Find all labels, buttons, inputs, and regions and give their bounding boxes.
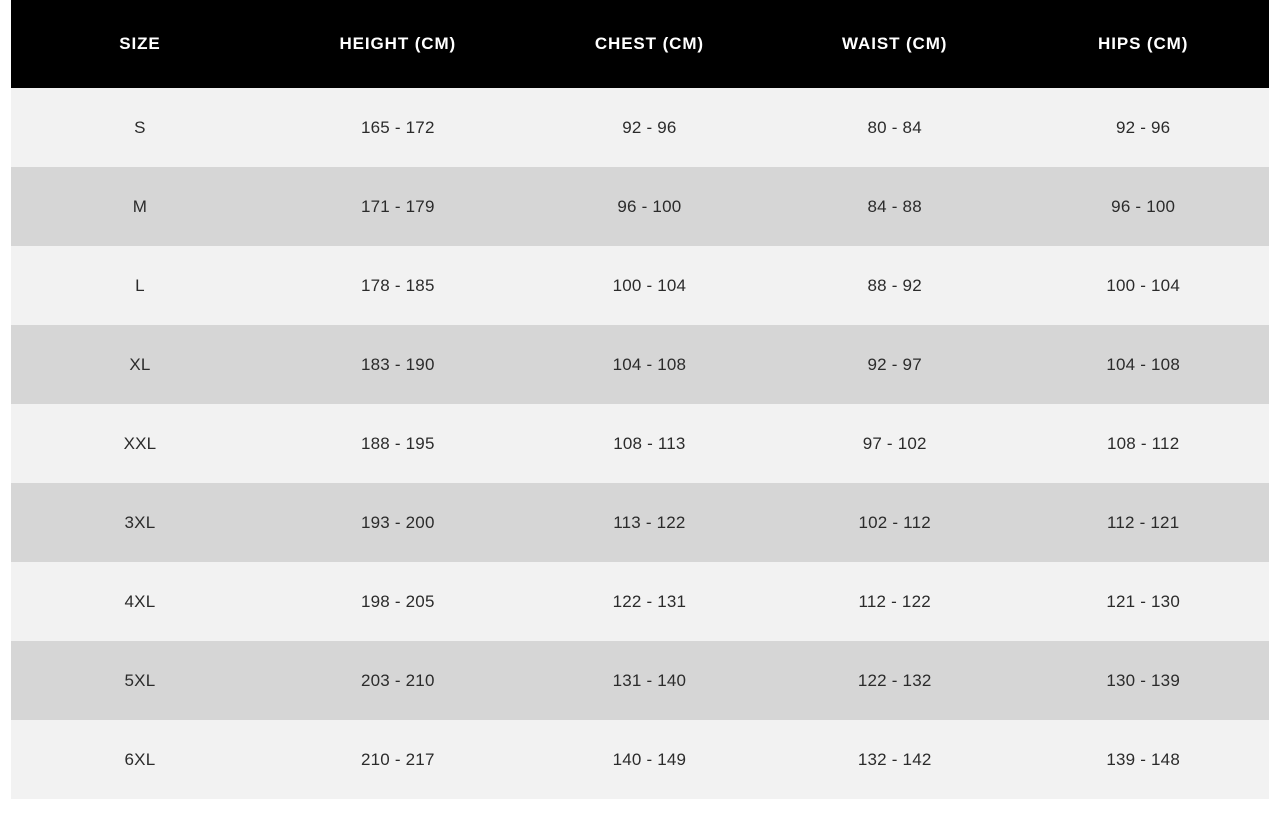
cell-waist: 80 - 84	[867, 117, 922, 137]
table-row	[11, 483, 1269, 562]
cell-height: 193 - 200	[360, 512, 435, 532]
cell-chest: 104 - 108	[612, 354, 687, 374]
cell-waist: 84 - 88	[867, 196, 922, 216]
cell-hips: 139 - 148	[1106, 749, 1180, 769]
cell-chest: 92 - 96	[622, 117, 677, 137]
table-header	[11, 0, 1269, 88]
column-header-hips: HIPS (CM)	[1098, 34, 1189, 53]
cell-height: 183 - 190	[360, 354, 435, 374]
column-header-waist: WAIST (CM)	[842, 34, 948, 53]
cell-chest: 140 - 149	[612, 749, 687, 769]
cell-hips: 92 - 96	[1116, 117, 1171, 137]
cell-chest: 122 - 131	[612, 591, 687, 611]
cell-size: 4XL	[124, 591, 156, 611]
column-header-size: SIZE	[119, 34, 161, 53]
cell-height: 178 - 185	[360, 275, 435, 295]
cell-size: 5XL	[124, 670, 156, 690]
cell-waist: 92 - 97	[867, 354, 922, 374]
cell-height: 203 - 210	[360, 670, 435, 690]
table-row	[11, 246, 1269, 325]
table-row	[11, 641, 1269, 720]
cell-size: S	[134, 117, 146, 137]
cell-chest: 108 - 113	[613, 433, 686, 453]
cell-hips: 130 - 139	[1106, 670, 1180, 690]
cell-waist: 97 - 102	[862, 433, 927, 453]
cell-waist: 102 - 112	[858, 512, 931, 532]
table-row	[11, 404, 1269, 483]
cell-size: XL	[129, 354, 151, 374]
cell-hips: 108 - 112	[1106, 433, 1180, 453]
cell-waist: 122 - 132	[857, 670, 932, 690]
cell-hips: 96 - 100	[1111, 196, 1176, 216]
cell-size: 6XL	[124, 749, 156, 769]
table-row	[11, 167, 1269, 246]
column-header-chest: CHEST (CM)	[594, 34, 704, 53]
cell-waist: 132 - 142	[857, 749, 932, 769]
cell-height: 171 - 179	[360, 196, 435, 216]
cell-size: M	[132, 196, 148, 216]
table-row	[11, 562, 1269, 641]
cell-hips: 104 - 108	[1106, 354, 1180, 374]
cell-hips: 121 - 130	[1106, 591, 1180, 611]
cell-waist: 112 - 122	[858, 591, 931, 611]
cell-chest: 131 - 140	[612, 670, 687, 690]
cell-hips: 100 - 104	[1106, 275, 1180, 295]
table-row	[11, 88, 1269, 167]
cell-height: 188 - 195	[360, 433, 435, 453]
cell-height: 210 - 217	[360, 749, 435, 769]
cell-height: 165 - 172	[360, 117, 435, 137]
size-chart-table	[11, 0, 1269, 799]
cell-size: L	[135, 275, 145, 295]
cell-chest: 113 - 122	[613, 512, 686, 532]
table-header-row	[11, 0, 1269, 88]
cell-chest: 100 - 104	[612, 275, 687, 295]
table-row	[11, 720, 1269, 799]
cell-waist: 88 - 92	[867, 275, 922, 295]
cell-height: 198 - 205	[360, 591, 435, 611]
table-body	[11, 88, 1269, 799]
cell-size: 3XL	[124, 512, 156, 532]
table-row	[11, 325, 1269, 404]
cell-hips: 112 - 121	[1106, 512, 1180, 532]
column-header-height: HEIGHT (CM)	[339, 34, 457, 53]
cell-size: XXL	[123, 433, 157, 453]
cell-chest: 96 - 100	[617, 196, 682, 216]
